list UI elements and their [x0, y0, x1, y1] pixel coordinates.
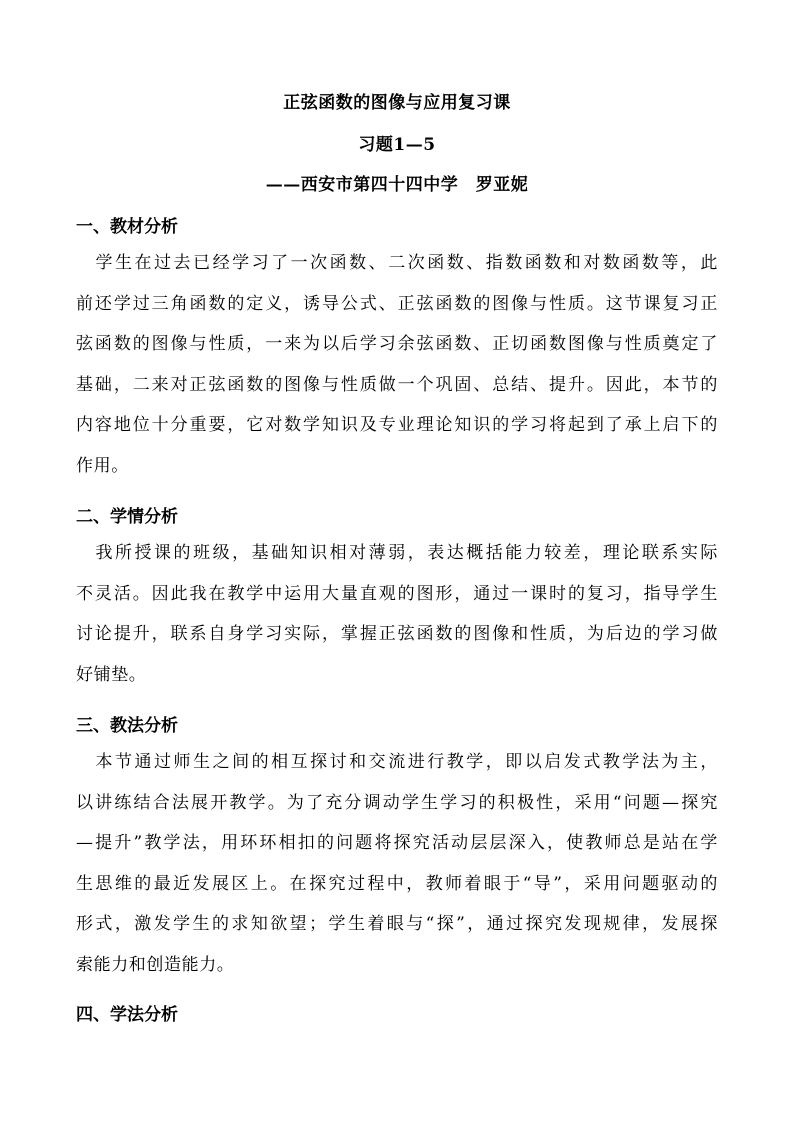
paragraph-line: 好铺垫。 [76, 664, 147, 685]
paragraph-line: 讨论提升，联系自身学习实际，掌握正弦函数的图像和性质，为后边的学习做 [76, 624, 718, 644]
paragraph-line: 学生在过去已经学习了一次函数、二次函数、指数函数和对数函数等，此 [76, 253, 718, 273]
section-body-student-analysis [76, 533, 718, 695]
author-line: ——西安市第四十四中学 罗亚妮 [265, 175, 529, 195]
section-heading-student-analysis: 二、学情分析 [76, 507, 178, 527]
paragraph-line: 弦函数的图像与性质，一来为以后学习余弦函数、正切函数图像与性质奠定了 [76, 334, 718, 354]
paragraph-line: 内容地位十分重要，它对数学知识及专业理论知识的学习将起到了承上启下的 [76, 415, 718, 435]
section-heading-learning-method: 四、学法分析 [76, 1005, 178, 1025]
section-body-textbook-analysis [76, 243, 718, 486]
section-heading-textbook-analysis: 一、教材分析 [76, 217, 178, 237]
section-body-teaching-method [76, 742, 718, 985]
section-heading-teaching-method: 三、教法分析 [76, 716, 178, 736]
paragraph-line: 本节通过师生之间的相互探讨和交流进行教学，即以启发式教学法为主， [76, 752, 718, 772]
paragraph-line: 作用。 [76, 455, 129, 476]
paragraph-line: 以讲练结合法展开教学。为了充分调动学生学习的积极性，采用“问题—探究 [76, 792, 718, 813]
paragraph-line: —提升”教学法，用环环相扣的问题将探究活动层层深入，使教师总是站在学 [76, 833, 718, 853]
paragraph-line: 索能力和创造能力。 [76, 954, 235, 975]
document-subtitle: 习题1—5 [358, 135, 436, 155]
paragraph-line: 生思维的最近发展区上。在探究过程中，教师着眼于“导”，采用问题驱动的 [76, 873, 718, 894]
paragraph-line: 不灵活。因此我在教学中运用大量直观的图形，通过一课时的复习，指导学生 [76, 583, 718, 604]
paragraph-line: 形式，激发学生的求知欲望；学生着眼与“探”，通过探究发现规律，发展探 [76, 914, 718, 934]
document-title: 正弦函数的图像与应用复习课 [283, 93, 511, 113]
paragraph-line: 我所授课的班级，基础知识相对薄弱，表达概括能力较差，理论联系实际 [76, 543, 718, 563]
paragraph-line: 基础，二来对正弦函数的图像与性质做一个巩固、总结、提升。因此，本节的 [76, 374, 718, 395]
paragraph-line: 前还学过三角函数的定义，诱导公式、正弦函数的图像与性质。这节课复习正 [76, 293, 718, 314]
